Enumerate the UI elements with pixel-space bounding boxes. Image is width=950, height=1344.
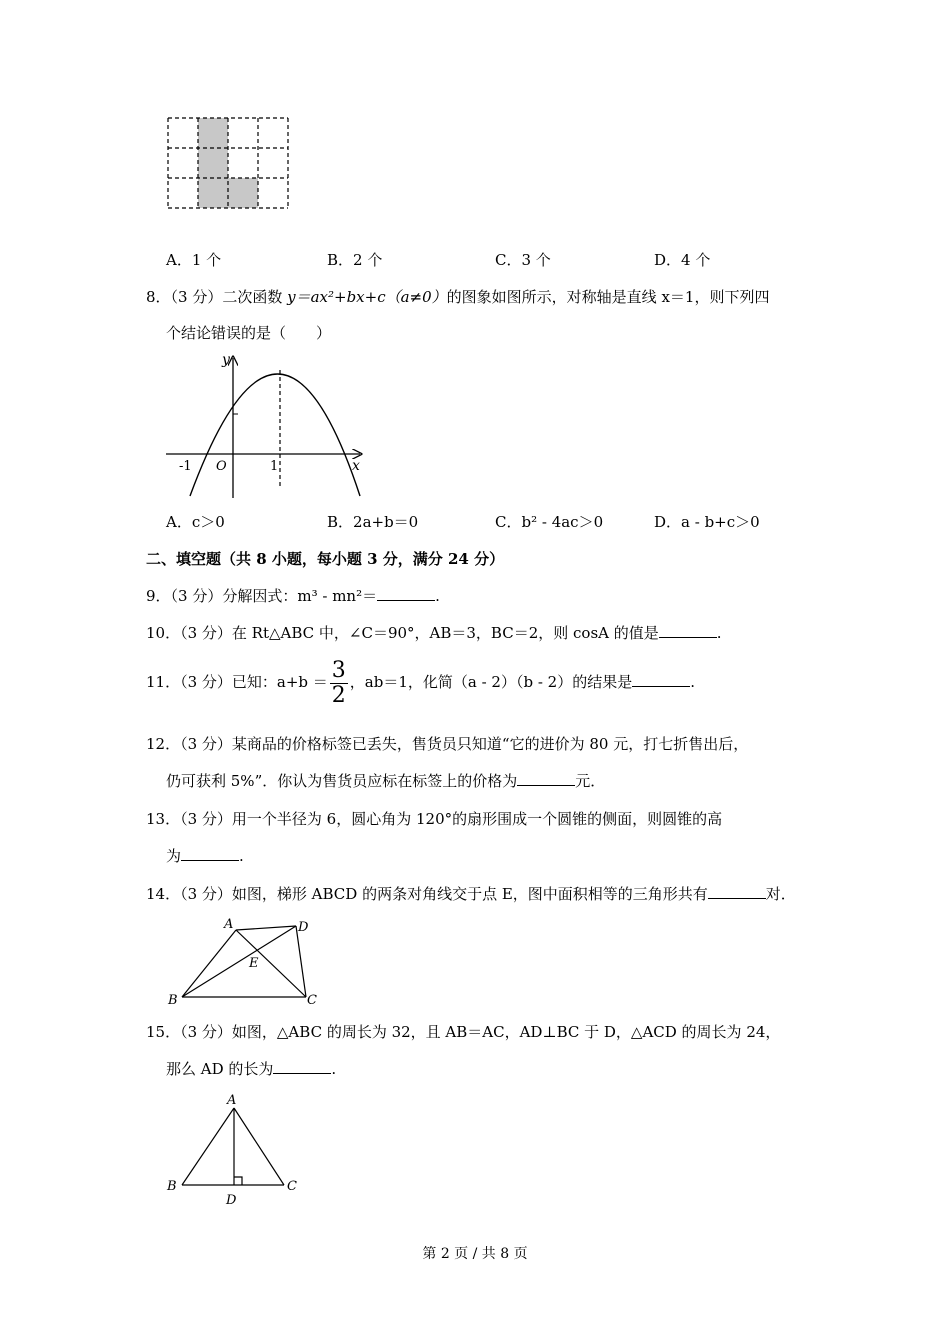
q8-parabola-graph <box>160 350 370 500</box>
q14-label-e: E <box>249 956 259 971</box>
q15-label-c: C <box>287 1179 297 1194</box>
q12-line1: 12．（3 分）某商品的价格标签已丢失，售货员只知道“它的进价为 80 元，打七折售出后， <box>146 735 749 753</box>
q9-answer-blank <box>377 586 435 601</box>
q14-end: 对． <box>765 885 796 903</box>
q15-triangle-figure <box>160 1088 310 1208</box>
q8-option-a: A．c＞0 <box>166 513 225 531</box>
q8-parabola-curve <box>190 374 360 496</box>
q15-label-b: B <box>167 1179 177 1194</box>
q12-answer-blank <box>517 771 575 786</box>
q9 <box>146 585 440 607</box>
q8-option-d: D．a - b+c＞0 <box>654 513 760 531</box>
q7-option-d: D．4 个 <box>654 251 711 269</box>
q11-fraction <box>330 659 348 708</box>
q8-formula: y＝ax²+bx+c（a≠0） <box>287 288 447 306</box>
q8-line2: 个结论错误的是（ ） <box>166 324 332 342</box>
q10-text: 10．（3 分）在 Rt△ABC 中，∠C＝90°，AB＝3，BC＝2，则 cosA 的值是 <box>146 624 659 642</box>
q10-answer-blank <box>659 623 717 638</box>
q14-label-a: A <box>224 917 234 932</box>
q7-option-a: A．1 个 <box>166 251 222 269</box>
q8-label-y: y <box>222 352 230 368</box>
q13-line1: 13．（3 分）用一个半径为 6，圆心角为 120°的扇形围成一个圆锥的侧面，则圆锥的高 <box>146 810 723 828</box>
q8-line1 <box>146 286 769 308</box>
q11-suffix: ，ab＝1，化简（a - 2）（b - 2）的结果是 <box>349 673 633 691</box>
q8-prefix: 8．（3 分）二次函数 <box>146 288 288 306</box>
q8-label-minus1: -1 <box>179 459 192 474</box>
q14-label-d: D <box>298 920 309 935</box>
q15-line2-text: 那么 AD 的长为 <box>166 1060 274 1078</box>
q10 <box>146 622 722 644</box>
q10-end: . <box>716 624 722 642</box>
q11-denominator: 2 <box>331 682 346 708</box>
q7-grid-figure <box>166 117 290 211</box>
q13-end: . <box>239 847 244 865</box>
q13-answer-blank <box>181 846 239 861</box>
q12-end: 元． <box>575 772 606 790</box>
q9-text: 9．（3 分）分解因式：m³ - mn²＝ <box>146 587 378 605</box>
q14-label-b: B <box>168 993 178 1007</box>
q12-line2 <box>166 770 605 792</box>
q8-option-b: B．2a+b＝0 <box>327 513 419 531</box>
q8-suffix: 的图象如图所示，对称轴是直线 x＝1，则下列四 <box>446 288 770 306</box>
q15-label-d: D <box>226 1193 237 1208</box>
q15-line2 <box>166 1058 336 1080</box>
q7-option-b: B．2 个 <box>327 251 383 269</box>
q15-end: . <box>331 1060 337 1078</box>
q14-text: 14．（3 分）如图，梯形 ABCD 的两条对角线交于点 E，图中面积相等的三角形共有 <box>146 885 708 903</box>
q13-line2-text: 为 <box>166 847 182 865</box>
q12-line2-text: 仍可获利 5%”．你认为售货员应标在标签上的价格为 <box>166 772 518 790</box>
q11-end: . <box>690 673 695 691</box>
q11-numerator: 3 <box>331 657 346 683</box>
q11-answer-blank <box>632 672 690 687</box>
q8-label-origin: O <box>216 459 227 474</box>
q7-option-c: C．3 个 <box>495 251 551 269</box>
q14 <box>146 883 796 905</box>
q15-answer-blank <box>273 1059 331 1074</box>
q14-trapezoid-figure <box>160 912 330 1007</box>
q8-option-c: C．b² - 4ac＞0 <box>495 513 604 531</box>
q15-label-a: A <box>227 1093 237 1108</box>
q15-line1: 15．（3 分）如图，△ABC 的周长为 32，且 AB＝AC，AD⊥BC 于 D，△ACD 的周长为 24， <box>146 1023 781 1041</box>
q14-answer-blank <box>708 884 766 899</box>
q11-prefix: 11．（3 分）已知：a+b ＝ <box>146 673 328 691</box>
q11 <box>146 654 695 710</box>
q8-label-x: x <box>352 458 360 474</box>
q8-label-one: 1 <box>270 459 279 474</box>
q14-label-c: C <box>307 993 317 1007</box>
page-footer: 第 2 页 / 共 8 页 <box>422 1246 528 1262</box>
section-2-heading: 二、填空题（共 8 小题，每小题 3 分，满分 24 分） <box>146 550 505 568</box>
q13-line2 <box>166 845 244 867</box>
q9-end: . <box>435 587 440 605</box>
